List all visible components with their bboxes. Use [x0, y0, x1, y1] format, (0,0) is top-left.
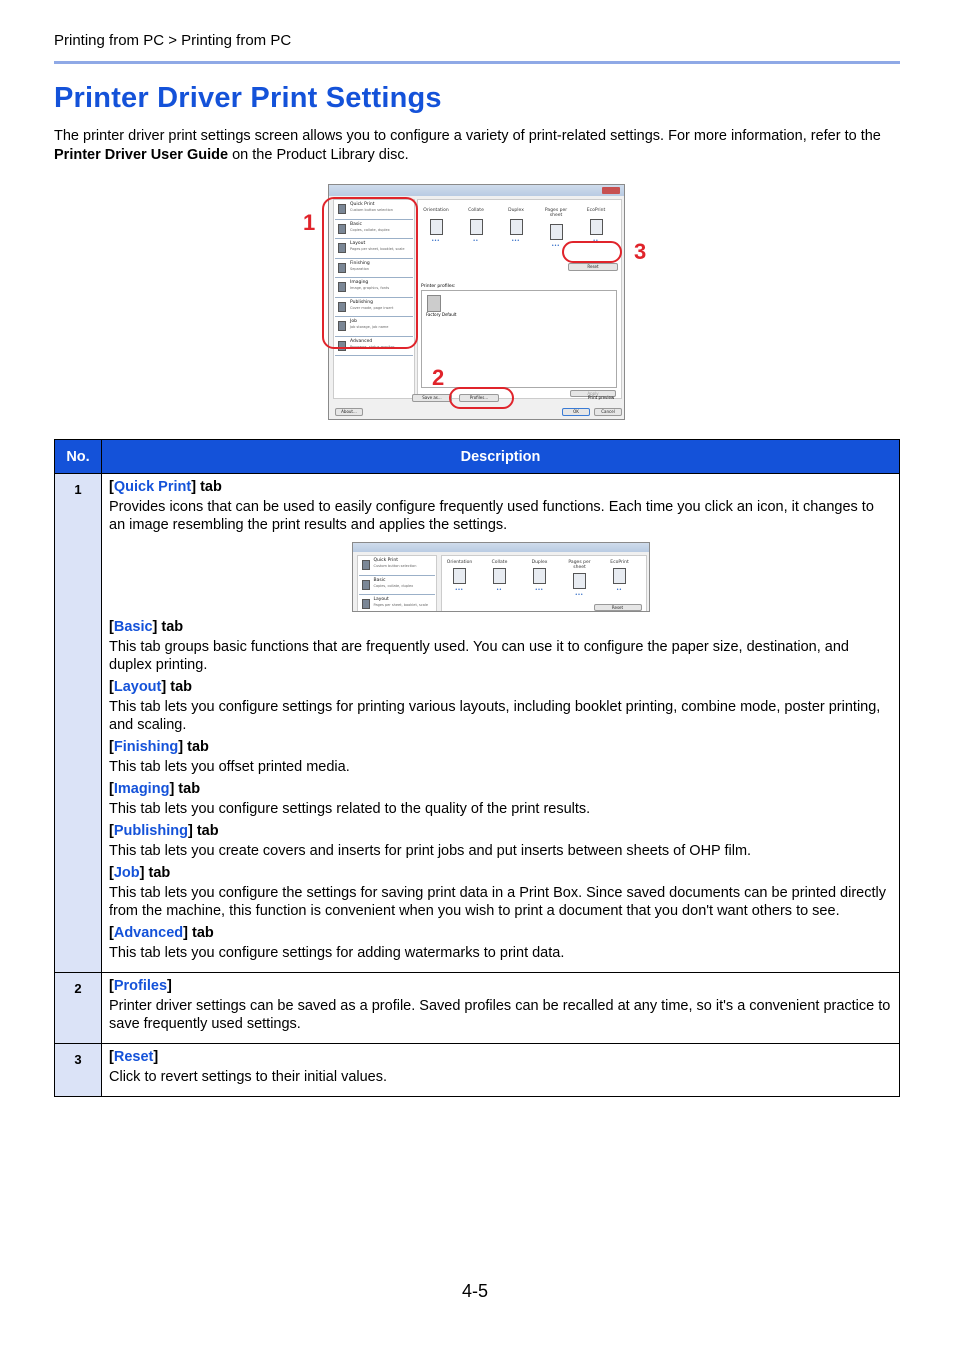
item-heading: [Finishing] tab: [109, 739, 209, 755]
imaging-link[interactable]: Imaging: [113, 781, 170, 797]
header-rule: [54, 61, 900, 64]
collate-icon: [493, 568, 506, 584]
pages-per-sheet-icon: [550, 224, 563, 240]
duplex-option[interactable]: Duplex •••: [531, 560, 548, 593]
row-number: 3: [55, 1044, 102, 1097]
profile-icon: [427, 295, 441, 312]
duplex-option[interactable]: Duplex •••: [508, 208, 524, 244]
profiles-link[interactable]: Profiles: [113, 978, 168, 994]
callout-3-number: 3: [634, 239, 647, 264]
basic-icon: [362, 580, 370, 590]
item-text: This tab groups basic functions that are frequently used. You can use it to configure the paper size, destination, and duplex printing.: [109, 639, 849, 673]
about-button[interactable]: About...: [335, 408, 363, 416]
item-text: This tab lets you configure settings for adding watermarks to print data.: [109, 945, 565, 961]
collate-option[interactable]: Collate ••: [491, 560, 508, 593]
page-number: 4-5: [462, 1281, 489, 1301]
reset-link[interactable]: Reset: [113, 1049, 154, 1065]
item-text: Provides icons that can be used to easily configure frequently used functions. Each time you click an icon, it changes to an image resembling the print results and applies the settings.: [109, 499, 874, 533]
layout-link[interactable]: Layout: [113, 679, 162, 695]
tab-imaging[interactable]: Imaging Image, graphics, fonts: [335, 278, 413, 298]
item-text: This tab lets you configure the settings for saving print data in a Print Box. Since saved documents can be printed directly from the machine, this function is convenient when you wish to print a document that you don't want others to see.: [109, 885, 886, 919]
column-header-no: No.: [55, 440, 102, 474]
profiles-button[interactable]: Profiles...: [459, 394, 499, 402]
callout-1-outline: [322, 197, 418, 349]
item-heading: [Job] tab: [109, 865, 171, 881]
item-heading: [Reset]: [109, 1049, 159, 1065]
column-header-description: Description: [102, 440, 900, 474]
save-as-button[interactable]: Save as...: [412, 394, 452, 402]
window-titlebar: [329, 185, 624, 196]
item-heading: [Profiles]: [109, 978, 172, 994]
finishing-link[interactable]: Finishing: [113, 739, 179, 755]
description-table: [54, 439, 900, 1097]
row-description: [102, 474, 900, 973]
quick-print-link[interactable]: Quick Print: [113, 479, 192, 495]
item-text: Click to revert settings to their initial values.: [109, 1069, 388, 1085]
table-row: [55, 474, 900, 973]
ecoprint-option[interactable]: EcoPrint ••: [586, 208, 606, 244]
quick-print-screenshot: [352, 542, 650, 612]
quick-print-panel: [417, 199, 622, 399]
table-row: [55, 1044, 900, 1097]
profile-item[interactable]: Factory Default: [426, 312, 457, 317]
close-icon: [602, 187, 620, 194]
intro-paragraph: The printer driver print settings screen allows you to configure a variety of print-related settings. For more information, refer to the Printer Driver User Guide on the Product Library disc.: [54, 128, 881, 163]
row-description: [102, 973, 900, 1044]
ecoprint-option[interactable]: EcoPrint ••: [610, 560, 629, 593]
orientation-option[interactable]: Orientation •••: [423, 208, 449, 244]
basic-link[interactable]: Basic: [113, 619, 153, 635]
window-titlebar: [353, 543, 649, 552]
item-text: This tab lets you configure settings related to the quality of the print results.: [109, 801, 591, 817]
tab-basic[interactable]: Basic Copies, collate, duplex: [335, 220, 413, 240]
quick-print-icon: [362, 560, 370, 570]
table-row: [55, 973, 900, 1044]
callout-2-number: 2: [432, 365, 445, 390]
item-heading: [Publishing] tab: [109, 823, 219, 839]
pages-per-sheet-option[interactable]: Pages per sheet •••: [544, 208, 568, 249]
breadcrumb: Printing from PC > Printing from PC: [54, 32, 292, 49]
duplex-icon: [510, 219, 523, 235]
tab-quick-print[interactable]: Quick Print Custom button selection: [359, 556, 435, 576]
item-heading: [Basic] tab: [109, 619, 184, 635]
callout-3-outline: [562, 241, 622, 263]
tab-finishing[interactable]: Finishing Separation: [335, 259, 413, 279]
pages-per-sheet-icon: [573, 573, 586, 589]
reset-button[interactable]: Reset: [594, 604, 642, 611]
ok-button[interactable]: OK: [562, 408, 590, 416]
cancel-button[interactable]: Cancel: [594, 408, 622, 416]
print-preview-checkbox[interactable]: Print preview: [588, 395, 615, 400]
item-heading: [Layout] tab: [109, 679, 192, 695]
callout-2-outline: [449, 387, 514, 409]
advanced-link[interactable]: Advanced: [113, 925, 184, 941]
item-text: This tab lets you configure settings for printing various layouts, including booklet printing, combine mode, poster printing, and scaling.: [109, 699, 881, 733]
page-title: Printer Driver Print Settings: [54, 82, 442, 114]
item-text: This tab lets you create covers and inserts for print jobs and put inserts between sheets of OHP film.: [109, 843, 752, 859]
tab-publishing[interactable]: Publishing Cover mode, page insert: [335, 298, 413, 318]
item-heading: [Advanced] tab: [109, 925, 214, 941]
ecoprint-icon: [590, 219, 603, 235]
pages-per-sheet-option[interactable]: Pages per sheet •••: [568, 560, 591, 598]
tab-job[interactable]: Job Job storage, job name: [335, 317, 413, 337]
ecoprint-icon: [613, 568, 626, 584]
tab-layout[interactable]: Layout Pages per sheet, booklet, scale: [359, 595, 435, 612]
tab-advanced[interactable]: Advanced Programs, status monitor: [335, 337, 413, 357]
collate-option[interactable]: Collate ••: [468, 208, 484, 244]
collate-icon: [470, 219, 483, 235]
layout-icon: [362, 599, 370, 609]
printer-profiles-label: Printer profiles:: [421, 284, 456, 289]
orientation-icon: [453, 568, 466, 584]
tab-list: [357, 555, 437, 612]
tab-layout[interactable]: Layout Pages per sheet, booklet, scale: [335, 239, 413, 259]
job-link[interactable]: Job: [113, 865, 140, 881]
row-description: [102, 1044, 900, 1097]
tab-quick-print[interactable]: Quick Print Custom button selection: [335, 200, 413, 220]
apply-button[interactable]: Apply: [570, 390, 616, 397]
item-text: This tab lets you offset printed media.: [109, 759, 350, 775]
item-heading: [Quick Print] tab: [109, 479, 222, 495]
callout-1-number: 1: [303, 210, 316, 235]
tab-basic[interactable]: Basic Copies, collate, duplex: [359, 576, 435, 596]
row-number: 1: [55, 474, 102, 973]
publishing-link[interactable]: Publishing: [113, 823, 188, 839]
profiles-list: [421, 290, 617, 388]
item-heading: [Imaging] tab: [109, 781, 201, 797]
reset-button[interactable]: Reset: [568, 263, 618, 271]
row-number: 2: [55, 973, 102, 1044]
guide-name: Printer Driver User Guide: [54, 146, 229, 163]
item-text: Printer driver settings can be saved as a profile. Saved profiles can be recalled at any time, so it's a convenient practice to save frequently used settings.: [109, 998, 891, 1032]
duplex-icon: [533, 568, 546, 584]
quick-print-panel: [441, 555, 647, 612]
orientation-option[interactable]: Orientation •••: [446, 560, 473, 593]
orientation-icon: [430, 219, 443, 235]
